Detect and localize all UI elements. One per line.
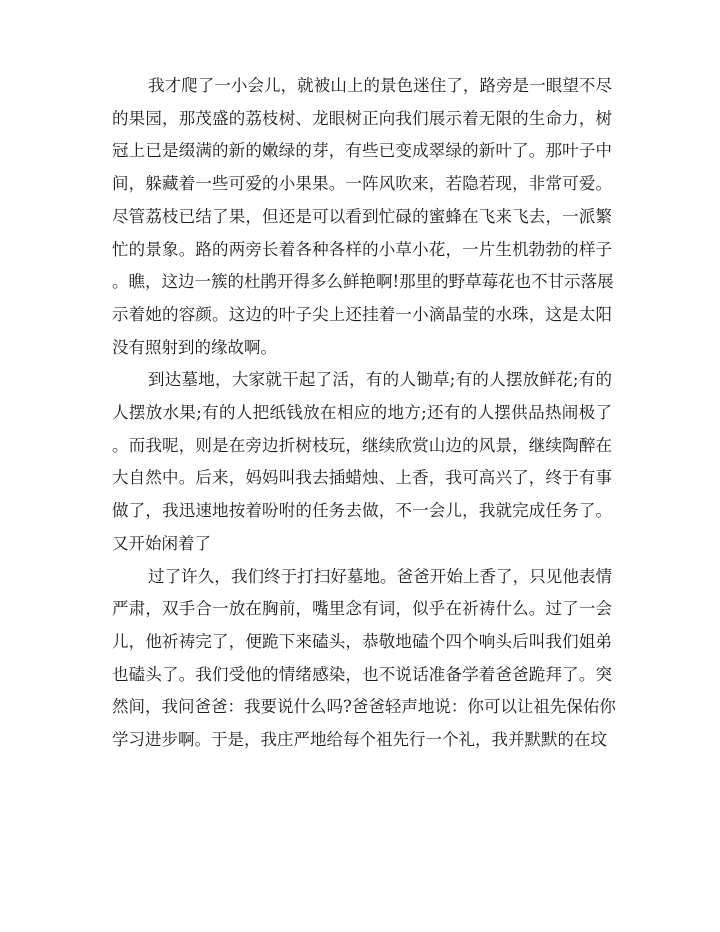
text-line: 做了，我迅速地按着吩咐的任务去做，不一会儿，我就完成任务了。 (112, 501, 612, 521)
text-line: 。而我呢，则是在旁边折树枝玩，继续欣赏山边的风景，继续陶醉在 (112, 435, 612, 455)
text-line: 。瞧，这边一簇的杜鹃开得多么鲜艳啊!那里的野草莓花也不甘示落展 (112, 272, 614, 292)
text-line: 的果园，那茂盛的荔枝树、龙眼树正向我们展示着无限的生命力，树 (112, 108, 612, 128)
text-line: 儿，他祈祷完了，便跪下来磕头，恭敬地磕个四个响头后叫我们姐弟 (112, 631, 612, 651)
text-line: 忙的景象。路的两旁长着各种各样的小草小花，一片生机勃勃的样子 (112, 239, 612, 259)
text-line: 冠上已是缀满的新的嫩绿的芽，有些已变成翠绿的新叶了。那叶子中 (112, 141, 612, 161)
text-line: 示着她的容颜。这边的叶子尖上还挂着一小滴晶莹的水珠，这是太阳 (112, 304, 612, 324)
text-line: 间，躲藏着一些可爱的小果果。一阵风吹来，若隐若现，非常可爱。 (112, 174, 612, 194)
text-line: 到达墓地，大家就干起了活，有的人锄草;有的人摆放鲜花;有的 (148, 370, 612, 390)
text-line: 人摆放水果;有的人把纸钱放在相应的地方;还有的人摆供品热闹极了 (112, 403, 612, 422)
text-line: 过了许久，我们终于打扫好墓地。爸爸开始上香了，只见他表情 (148, 566, 612, 586)
text-line: 尽管荔枝已结了果，但还是可以看到忙碌的蜜蜂在飞来飞去，一派繁 (112, 206, 612, 226)
text-line: 大自然中。后来，妈妈叫我去插蜡烛、上香，我可高兴了，终于有事 (112, 468, 612, 488)
text-line: 然间，我问爸爸：我要说什么吗?爸爸轻声地说：你可以让祖先保佑你 (112, 697, 616, 717)
text-line: 我才爬了一小会儿，就被山上的景色迷住了，路旁是一眼望不尽 (148, 76, 612, 95)
text-line: 严肃，双手合一放在胸前，嘴里念有词，似乎在祈祷什么。过了一会 (112, 599, 612, 619)
text-line: 又开始闲着了 (112, 533, 211, 553)
text-line: 没有照射到的缘故啊。 (112, 337, 277, 357)
text-line: 学习进步啊。于是，我庄严地给每个祖先行一个礼，我并默默的在坟 (112, 730, 607, 749)
text-line: 也磕头了。我们受他的情绪感染，也不说话准备学着爸爸跪拜了。突 (112, 664, 612, 684)
